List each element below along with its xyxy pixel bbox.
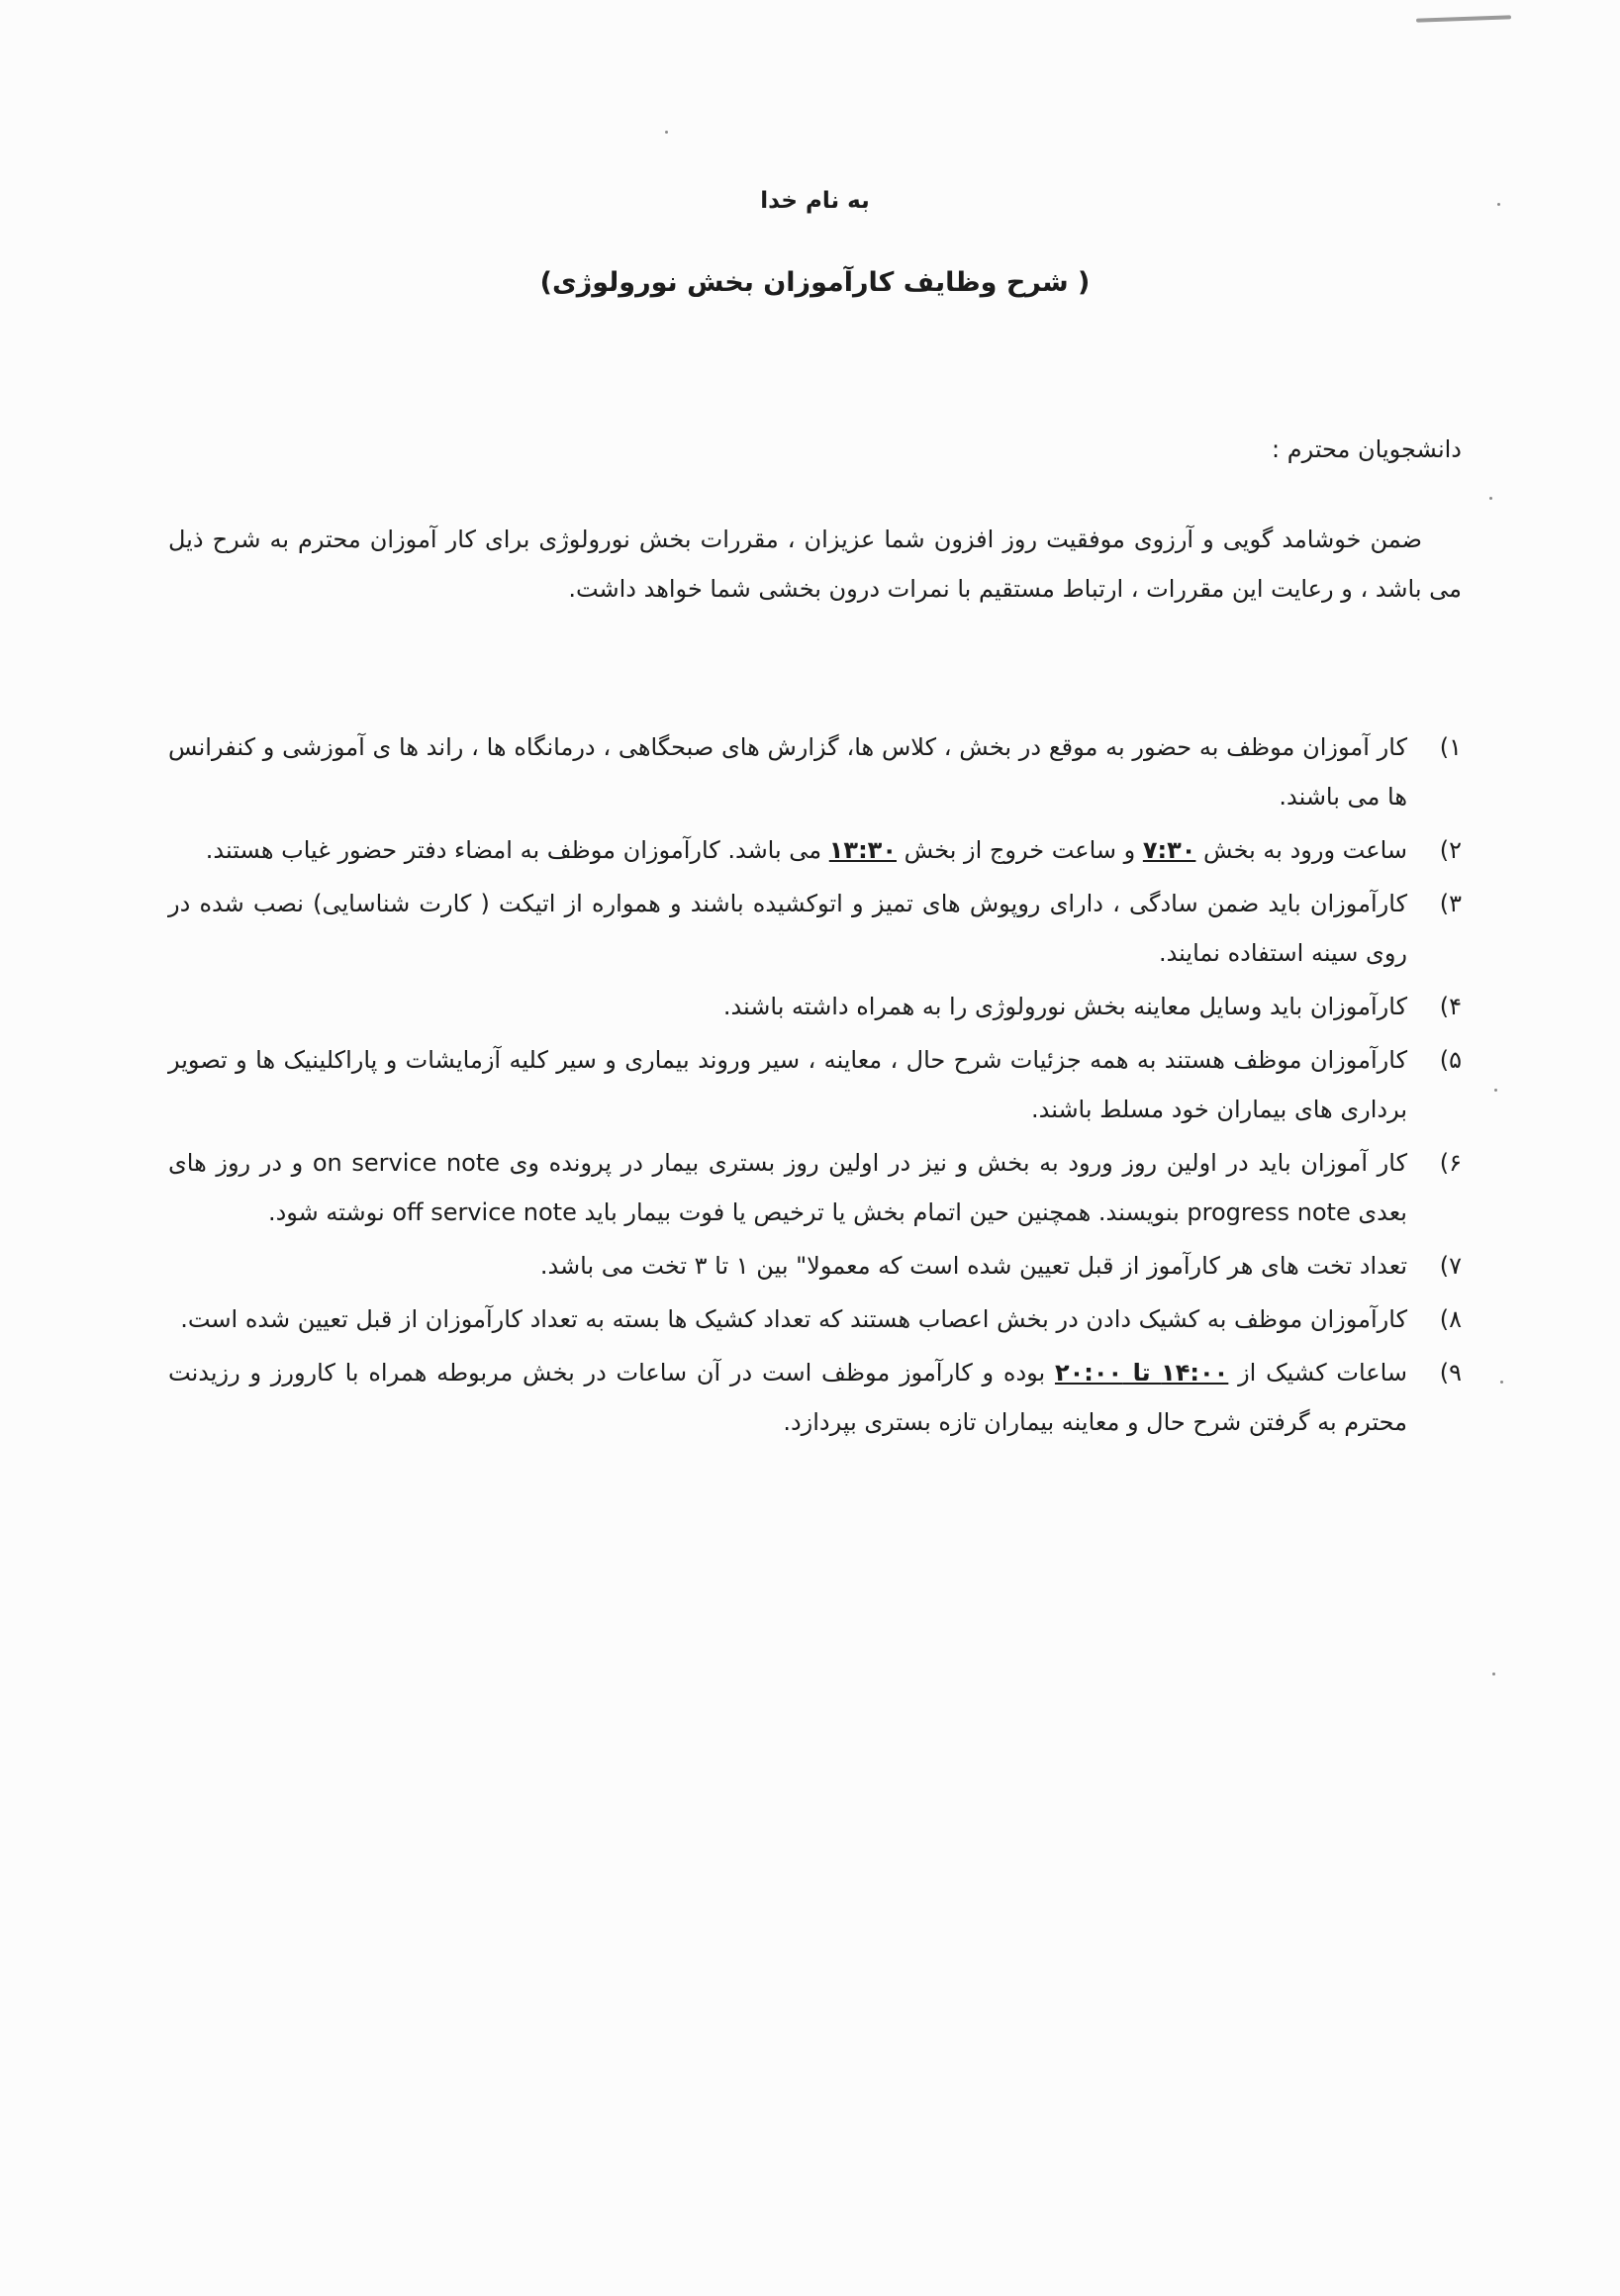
item-number: ۸)	[1439, 1305, 1462, 1333]
list-item	[168, 722, 1462, 821]
basmala-heading: به نام خدا	[760, 188, 870, 214]
item-text: ساعات کشیک از	[1228, 1359, 1408, 1387]
item-text: بنویسند. همچنین حین اتمام بخش یا ترخیص یا فوت بیمار باید	[576, 1198, 1188, 1226]
english-term: off service note	[392, 1198, 577, 1226]
list-item	[168, 1138, 1462, 1237]
item-text: کار آموزان موظف به حضور به موقع در بخش ، کلاس ها، گزارش های صبحگاهی ، درمانگاه ها ، راند ها ی آموزشی و کنفرانس ها می باشند.	[168, 733, 1407, 811]
list-item	[168, 1348, 1462, 1447]
item-text: کار آموزان باید در اولین روز ورود به بخش و نیز در اولین روز بستری بیمار در پرونده وی	[500, 1149, 1407, 1177]
item-number: ۴)	[1439, 993, 1462, 1020]
scan-speck	[1497, 203, 1500, 206]
duties-list	[168, 722, 1462, 1451]
shift-hours: ۱۴:۰۰ تا ۲۰:۰۰	[1054, 1359, 1229, 1387]
scan-speck	[1492, 1673, 1495, 1675]
list-item	[168, 1035, 1462, 1134]
item-text: و ساعت خروج از بخش	[896, 836, 1143, 864]
item-number: ۶)	[1439, 1149, 1462, 1177]
item-number: ۱)	[1439, 733, 1462, 761]
greeting-line: دانشجویان محترم :	[1272, 435, 1462, 463]
list-item	[168, 1294, 1462, 1344]
item-number: ۳)	[1439, 890, 1462, 917]
scan-speck	[1500, 1381, 1503, 1384]
item-text: کارآموزان موظف هستند به همه جزئیات شرح حال ، معاینه ، سیر وروند بیماری و سیر کلیه آزمایشات و پاراکلینیک ها و تصویر برداری های بیماران خود مسلط باشند.	[168, 1046, 1407, 1123]
item-text: نوشته شود.	[267, 1198, 393, 1226]
scan-speck	[665, 131, 668, 134]
item-text: بوده و کارآموز موظف است در آن ساعات در بخش مربوطه همراه با کارورز و رزیدنت محترم به گرفتن شرح حال و معاینه بیماران تازه بستری بپردازد.	[168, 1359, 1407, 1436]
exit-time: ۱۳:۳۰	[828, 836, 897, 864]
item-text: کارآموزان باید ضمن سادگی ، دارای روپوش های تمیز و اتوکشیده باشند و همواره از اتیکت ( کارت شناسایی) نصب شده در روی سینه استفاده نمایند.	[168, 890, 1407, 967]
item-text: ساعت ورود به بخش	[1195, 836, 1407, 864]
list-item	[168, 879, 1462, 978]
scan-mark	[1416, 15, 1511, 22]
item-text: کارآموزان موظف به کشیک دادن در بخش اعصاب هستند که تعداد کشیک ها بسته به تعداد کارآموزان از قبل تعیین شده است.	[180, 1305, 1407, 1333]
scan-speck	[1494, 1089, 1497, 1092]
list-item	[168, 1241, 1462, 1291]
item-number: ۷)	[1439, 1252, 1462, 1280]
item-number: ۲)	[1439, 836, 1462, 864]
item-number: ۹)	[1439, 1359, 1462, 1387]
item-text: می باشد. کارآموزان موظف به امضاء دفتر حضور غیاب هستند.	[205, 836, 829, 864]
item-number: ۵)	[1439, 1046, 1462, 1074]
list-item	[168, 982, 1462, 1031]
item-text: کارآموزان باید وسایل معاینه بخش نورولوژی را به همراه داشته باشند.	[722, 993, 1407, 1020]
english-term: progress note	[1187, 1198, 1351, 1226]
intro-paragraph: ضمن خوشامد گویی و آرزوی موفقیت روز افزون شما عزیزان ، مقررات بخش نورولوژی برای کار آموزان محترم به شرح ذیل می باشد ، و رعایت این مقررات ، ارتباط مستقیم با نمرات درون بخشی شما خواهد داشت.	[168, 526, 1462, 603]
document-title: ( شرح وظایف کارآموزان بخش نورولوژی)	[539, 267, 1091, 298]
item-text: تعداد تخت های هر کارآموز از قبل تعیین شده است که معمولا" بین ۱ تا ۳ تخت می باشد.	[539, 1252, 1407, 1280]
item-text: و در روز های بعدی	[168, 1149, 1407, 1226]
scan-speck	[1489, 497, 1492, 500]
list-item	[168, 825, 1462, 875]
entry-time: ۷:۳۰	[1142, 836, 1196, 864]
english-term: on service note	[312, 1149, 501, 1177]
